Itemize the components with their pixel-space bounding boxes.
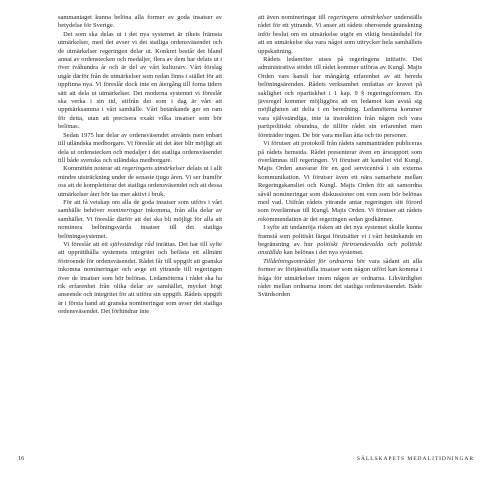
- running-footer: SÄLLSKAPETS MEDALJTIDNINGAR: [356, 456, 474, 462]
- left-text-column: [58, 14, 222, 317]
- paragraph: Sedan 1975 har delar av ordensväsendet använts men enbart till utländska medborgare. Vi föreslår att det åter blir möjligt att dela ut ordenstecken och medaljer i det statliga ordensväsendet till både svenska och utländska medborgare.: [58, 131, 222, 164]
- paragraph: att även nomineringar till regeringens utmärkelser underställs rådet för ett yttrande. Vi anser att rådets oberoende granskning inför beslut om en utmärkelse utgör en viktig beståndsdel för att en utmärkelse ska vara något som uttrycker hela samhällets uppskattning.: [258, 14, 423, 55]
- paragraph: sammantaget kunna belöna alla former av goda insatser av betydelse för Sverige.: [58, 14, 222, 30]
- paragraph: Det som ska delas ut i det nya systemet är rikets främsta utmärkelser, med det avser vi det statliga ordensväsendet och de utmärkelser regeringen delar ut. Konkret består det bland annat av ordenstecken och medaljer, flera av dem har delats ut i över tvåhundra år och är del av vårt kulturarv. Vårt förslag utgår därför från de utmärkelser som redan finns i stället för att uppfinna nya. Vi föreslår dock inte en återgång till forna tiders sätt att dela ut utmärkelser. Det moderna systemet vi föreslår ska verka i sin tid, utifrån det som i dag är vårt att uppmärksamma i vårt samhälle. Vårt betänkande ger en ram för detta, utan att precisera exakt vilka insatser som bör belönas.: [58, 30, 222, 131]
- paragraph: För att få vetskap om alla de goda insatser som utförs i vårt samhälle behöver nomineringar inkomma, från alla delar av samhället. Vi föreslår därför att det ska bli möjligt för alla att nominera belöningsvärda insatser till det statliga belöningssystemet.: [58, 198, 222, 240]
- page-number: 16: [18, 455, 25, 462]
- right-text-column: [258, 14, 422, 300]
- paragraph: I syfte att undanröja risken att det nya systemet skulle kunna framstå som politiskt färgat förutsätter vi i vårt betänkande en begränsning av hur politiskt förtroendevalda och politiskt anställda kan belönas i det nya systemet.: [258, 224, 422, 257]
- paragraph: Tilldelningsområdet för ordnarna bör vara sådant att alla former av förtjänstfulla insatser som någon utfört kan komma i fråga för utmärkelser inom någon av ordnarna. Likvärdighet råder mellan ordnarna inom det statliga ordensväsendet. Både Svärdsorden: [258, 257, 422, 299]
- paragraph: Vi förutser att protokoll från rådets sammanträden publiceras på rådets hemsida. Rådet presenterar även en årsrapport som överlämnas till regeringen. Vi förutser att kansliet vid Kungl. Majts Orden ansvarar för en god servicenivå i sin externa kommunikation. Vi förutser även ett nära samarbete mellan Regeringskansliet och Kungl. Majts Orden för att samordna såväl nomineringar som diskussioner om vem som bör belönas med vad. Utifrån rådets yttrande antar regeringen sitt förord som överlämnas till Kungl. Majts Orden. Vi förutser att rådets rekommendation är det regeringen sedan godkänner.: [258, 140, 422, 223]
- paragraph: Rådets ledamöter utses på regeringens initiativ. Det administrativa stödet till rådet kommer utföras av Kungl. Majts Orden vars kansli har mångårig erfarenhet av att bereda belöningsärenden. Rådets verksamhet omfattas av kravet på saklighet och opartiskhet i 1 kap. 9 § regeringsformen. En jävsregel kommer möjliggöra att en ledamot kan avstå sig möjligheten att delta i en beredning. Ledamöterna kommer vara självständiga, inte ta instruktion från någon och vara partipolitiskt obundna, de tillför rådet sin erfarenhet men företräder ingen. De bör vara mellan åtta och tio personer.: [258, 56, 422, 139]
- paragraph: Kommittén noterar att regeringens utmärkelser delats ut i allt mindre utsträckning under de senaste tjugo åren. Vi ser framför oss att de kompletterar det statliga ordensväsendet och att dessa utmärkelser åter bör tas mer aktivt i bruk.: [58, 165, 222, 198]
- paragraph: Vi föreslår att ett självständigt råd inrättas. Det har till syfte att upprätthålla systemets integritet och befästa ett allmänt förtroende för ordensväsendet. Rådet får till uppgift att granska inkomna nomineringar och avge ett yttrande till regeringen över de insatser som bör belönas. Ledamöterna i rådet ska ha rik erfarenhet från olika delar av samhället, mycket högt anseende och integritet för att utföra sin uppgift. Rådets uppgift är i första hand att granska nomineringar som avser det statliga ordensväsendet. Det förhindrar inte: [58, 240, 222, 316]
